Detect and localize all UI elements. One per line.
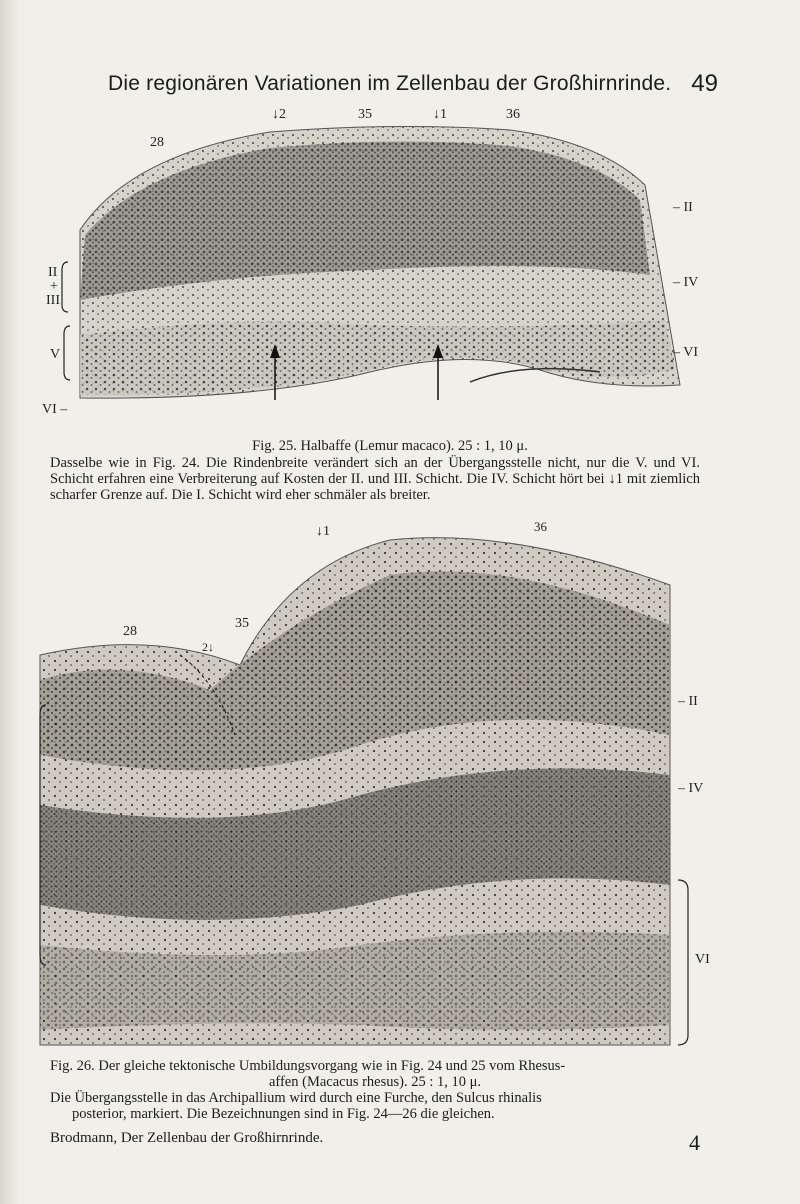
signature-number: 4 bbox=[689, 1130, 700, 1155]
page-edge-shadow bbox=[0, 0, 20, 1204]
fig26-caption-line4: posterior, markiert. Die Bezeichnungen sind in Fig. 24—26 die gleichen. bbox=[72, 1106, 495, 1122]
fig25-caption-body: Dasselbe wie in Fig. 24. Die Rindenbreite verändert sich an der Übergangsstelle nicht, nur die V. und VI. Schicht erfahren eine Verbreiterung auf Kosten der II. und III. Schicht. Die IV. Schicht hört bei ↓1 mit ziemlich scharfer Grenze auf. Die I. Schicht wird eher schmäler als breiter. bbox=[50, 455, 700, 503]
fig25-left-label-ii: II bbox=[48, 265, 58, 280]
fig26-top-label-36: 36 bbox=[534, 519, 547, 534]
fig25-left-label-v: V bbox=[50, 347, 61, 362]
figure-25 bbox=[40, 100, 740, 435]
printer-signature bbox=[50, 1130, 700, 1155]
figure-26-micrograph bbox=[30, 505, 730, 1050]
page-number: 49 bbox=[691, 70, 718, 97]
figure-26 bbox=[30, 505, 730, 1050]
fig25-area-label: 28 bbox=[150, 135, 164, 150]
fig26-right-label-vi: VI bbox=[695, 952, 710, 967]
fig25-right-label-vi: – VI bbox=[673, 345, 699, 360]
fig25-top-label-1: ↓2 bbox=[272, 107, 286, 122]
figure-25-micrograph bbox=[40, 100, 740, 435]
fig26-caption-line1: Fig. 26. Der gleiche tektonische Umbildungsvorgang wie in Fig. 24 und 25 vom Rhesus- bbox=[50, 1058, 566, 1074]
fig25-top-label-2: 35 bbox=[358, 107, 372, 122]
fig25-right-label-iv: – IV bbox=[673, 275, 699, 290]
signature-text: Brodmann, Der Zellenbau der Großhirnrinde. bbox=[50, 1130, 324, 1146]
fig26-right-label-ii: – II bbox=[678, 694, 698, 709]
fig26-top-label-35: 35 bbox=[235, 616, 249, 631]
fig25-bracket-ii-iii bbox=[62, 262, 68, 312]
running-title: Die regionären Variationen im Zellenbau der Großhirnrinde. bbox=[108, 72, 672, 95]
fig25-left-label-iii: III bbox=[46, 293, 60, 308]
fig25-bracket-v bbox=[64, 326, 70, 380]
fig26-top-label-28: 28 bbox=[123, 624, 137, 639]
fig26-bracket-vi bbox=[678, 880, 688, 1045]
fig25-layer-band-lower bbox=[80, 320, 675, 395]
fig25-left-label-plus: + bbox=[50, 279, 58, 294]
fig26-caption-line3: Die Übergangsstelle in das Archipallium wird durch eine Furche, den Sulcus rhinalis bbox=[50, 1090, 542, 1106]
fig25-caption-title: Fig. 25. Halbaffe (Lemur macaco). 25 : 1, 10 μ. bbox=[252, 438, 528, 454]
fig25-left-label-vi: VI – bbox=[42, 402, 68, 417]
fig26-top-label-1: ↓1 bbox=[316, 524, 330, 539]
fig26-caption-line2: affen (Macacus rhesus). 25 : 1, 10 μ. bbox=[268, 1074, 482, 1090]
fig25-right-label-ii: – II bbox=[673, 200, 693, 215]
fig26-top-label-2: 2↓ bbox=[202, 640, 214, 654]
fig25-top-label-3: ↓1 bbox=[433, 107, 447, 122]
fig26-right-label-iv: – IV bbox=[678, 781, 704, 796]
fig26-caption bbox=[50, 1058, 700, 1122]
fig25-top-label-4: 36 bbox=[506, 107, 520, 122]
